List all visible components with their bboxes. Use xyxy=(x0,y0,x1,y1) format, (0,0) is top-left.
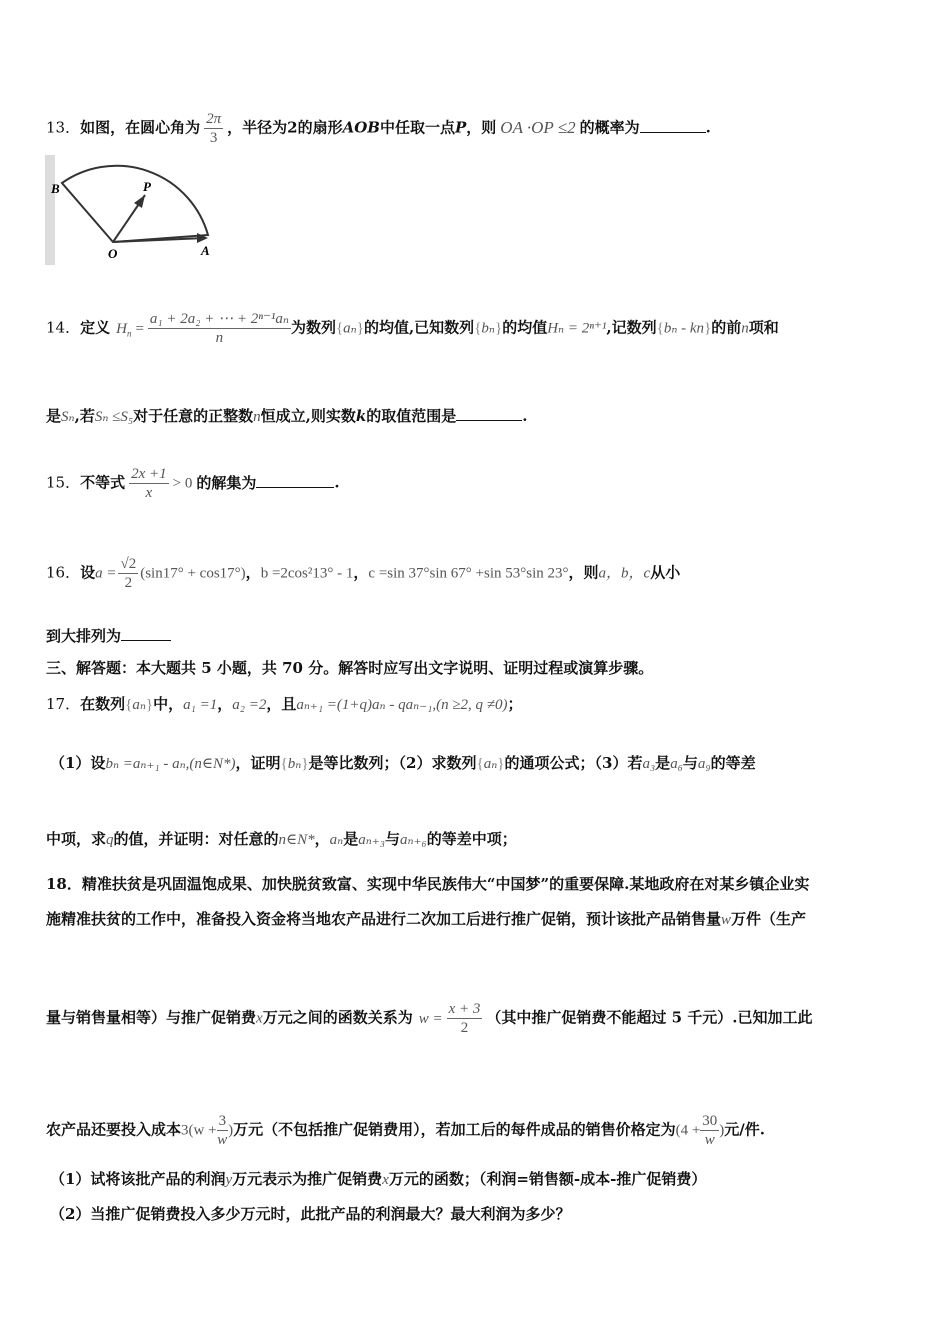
q16-c-expr: c =sin 37°sin 67° +sin 53°sin 23° xyxy=(368,565,569,582)
q18-w-fraction: $\frac{x + 3}{2}$ xyxy=(448,1001,481,1036)
q14-text: 是 xyxy=(46,407,62,425)
q14-var-k: k xyxy=(355,407,367,425)
q18-text: 元/件. xyxy=(724,1120,765,1139)
q13-label-b: B xyxy=(51,181,60,196)
q18-line4 xyxy=(46,1112,765,1149)
q14-line1: 14．定义 $H_n$ = $\frac{\text{a₁ + 2a₂ + ⋯ + 2ⁿ⁻¹aₙ}}{n}$ 为数列{aₙ}的均值,已知数列{bₙ}的均值Hₙ = 2ⁿ⁺¹,记数列{bₙ - kn}的前n项和 xyxy=(46,311,779,346)
q13-number: 13． xyxy=(46,118,81,137)
q17-text: 是 xyxy=(655,754,671,772)
q15-text: 的解集为 xyxy=(196,473,257,492)
q17-text: （1）设 xyxy=(50,754,106,772)
q13-angle-fraction: $\frac{2\pi}{3}$ xyxy=(206,111,222,146)
q17-bn-def: bₙ =aₙ₊₁ - aₙ,(n∈N*) xyxy=(105,756,236,772)
q17-text: 的等差中项； xyxy=(426,830,517,848)
q16-line2 xyxy=(46,628,171,644)
q14-seq-b: bₙ xyxy=(481,320,495,337)
q14-var-n: n xyxy=(253,409,261,425)
q18-line2 xyxy=(46,912,806,928)
q16-vars: a，b，c xyxy=(598,565,651,582)
q14-text: 为数列 xyxy=(290,318,336,337)
q14-line2: 是Sₙ,若Sₙ ≤S₅对于任意的正整数n恒成立,则实数k的取值范围是 . xyxy=(46,407,528,425)
q17-bn: bₙ xyxy=(287,756,302,772)
q16-text: ，则 xyxy=(568,563,599,582)
q18-text: （其中推广促销费不能超过 5 千元）.已知加工此 xyxy=(486,1008,813,1027)
q14-text: ,若 xyxy=(74,407,95,425)
q17-a9: a₉ xyxy=(697,756,711,772)
q17-text: 中项，求 xyxy=(46,830,107,848)
q18-var-x: x xyxy=(382,1172,389,1188)
q18-var-y: y xyxy=(225,1172,233,1188)
q18-text: 万元的函数；（利润=销售额-成本-推广促销费） xyxy=(388,1170,707,1188)
q18-line3 xyxy=(46,1000,812,1037)
q18-price-pre: (4 + xyxy=(675,1122,701,1139)
q16-a-expr: a = xyxy=(95,565,117,582)
q16-sqrt-fraction: $\frac{√2}{2}$ xyxy=(120,556,137,591)
q17-line1: 17．在数列{aₙ}中，a₁ =1，a₂ =2，且aₙ₊₁ =(1+q)aₙ - qaₙ₋₁,(n ≥2, q ≠0)； xyxy=(46,695,523,713)
q13-label-o: O xyxy=(108,246,118,261)
q17-a2: a₂ =2 xyxy=(232,697,267,713)
q16-answer-blank xyxy=(121,628,171,641)
q14-text: 定义 xyxy=(80,318,111,337)
q15-answer-blank xyxy=(256,475,334,488)
q17-text: ，证明 xyxy=(235,754,281,772)
q17-number: 17． xyxy=(46,695,81,713)
q17-seq: aₙ xyxy=(132,697,146,713)
q17-line3 xyxy=(46,832,517,848)
q17-an3: aₙ₊₃ xyxy=(358,832,385,848)
q17-an6: aₙ₊₆ xyxy=(400,832,427,848)
q17-text: 是等比数列；（2）求数列 xyxy=(308,754,477,772)
section3-title: 三、解答题：本大题共 5 小题，共 70 分。解答时应写出文字说明、证明过程或演算步骤。 xyxy=(46,659,654,677)
q18-w-lhs: w = xyxy=(418,1010,443,1027)
q15-rhs: > 0 xyxy=(172,475,193,492)
q17-seq: aₙ xyxy=(483,756,498,772)
q18-line1: 18．精准扶贫是巩固温饱成果、加快脱贫致富、实现中华民族伟大“中国梦”的重要保障.某地政府在对某乡镇企业实 xyxy=(46,875,810,893)
q14-text: 的前 xyxy=(711,318,742,337)
q18-cost-fraction: $\frac{3}{w}$ xyxy=(217,1113,228,1148)
q13-sector-figure xyxy=(45,155,220,267)
q15-line: 15．不等式 $\frac{2x +1}{x}$ > 0 的解集为 . xyxy=(46,466,340,501)
q18-text: 万元（不包括推广促销费用），若加工后的每件成品的销售价格定为 xyxy=(233,1120,676,1139)
q13-condition: OA ·OP ≤2 xyxy=(500,117,576,137)
q13-text: 中任取一点 xyxy=(379,118,455,137)
q17-an: aₙ xyxy=(329,832,344,848)
q17-n-in-n: n∈N* xyxy=(278,832,315,848)
q18-text: 农产品还要投入成本 xyxy=(46,1120,182,1139)
q18-var-w: w xyxy=(721,912,732,928)
q17-text: 的等差 xyxy=(710,754,756,772)
q17-a3: a₃ xyxy=(642,756,656,772)
q16-a-paren: (sin17° + cos17°) xyxy=(140,565,246,582)
q18-text: 施精准扶贫的工作中，准备投入资金将当地农产品进行二次加工后进行推广促销，预计该批产品销售量 xyxy=(46,910,722,928)
q17-text: 与 xyxy=(384,830,400,848)
q14-seq-a: aₙ xyxy=(343,320,357,337)
q14-number: 14． xyxy=(46,318,81,337)
q18-part2: （2）当推广促销费投入多少万元时，此批产品的利润最大？最大利润为多少？ xyxy=(50,1205,571,1223)
q18-cost-pre: 3(w + xyxy=(181,1122,217,1139)
q16-text: 从小 xyxy=(650,563,681,582)
q18-text: 万元表示为推广促销费 xyxy=(232,1170,383,1188)
q14-text: 对于任意的正整数 xyxy=(133,407,254,425)
q13-label-p: P xyxy=(143,179,151,194)
q13-line: 13．如图，在圆心角为 $\frac{2\pi}{3}$ ，半径为2的扇形AOB中任取一点P，则 OA ·OP ≤2 的概率为 . xyxy=(46,111,711,146)
q13-text: 的扇形 xyxy=(297,118,343,137)
q14-hn-value: Hₙ = 2ⁿ⁺¹ xyxy=(547,320,607,337)
q17-text: 中， xyxy=(153,695,184,713)
q14-text: ,记数列 xyxy=(606,318,657,337)
q17-a6: a₆ xyxy=(670,756,683,772)
q16-text: 到大排列为 xyxy=(46,627,122,645)
q17-text: ， xyxy=(314,830,330,848)
q14-text: 的均值,已知数列 xyxy=(363,318,475,337)
q17-q: q xyxy=(106,832,114,848)
q18-part1 xyxy=(50,1172,706,1188)
q13-text: 如图，在圆心角为 xyxy=(80,118,201,137)
q17-text: ； xyxy=(507,695,523,713)
q17-a1: a₁ =1 xyxy=(183,697,218,713)
q13-text: ，半径为 xyxy=(227,118,288,137)
q14-text: 的均值 xyxy=(502,318,548,337)
q18-text: 万元之间的函数关系为 xyxy=(262,1008,413,1027)
q15-fraction: $\frac{2x +1}{x}$ xyxy=(131,466,167,501)
q18-cost-post: ) xyxy=(228,1122,234,1139)
q13-radius: 2 xyxy=(287,118,298,137)
q17-text: 与 xyxy=(682,754,698,772)
q18-price-post: ) xyxy=(719,1122,725,1139)
q17-text: 的值，并证明：对任意的 xyxy=(113,830,279,848)
q17-text: 的通项公式；（3）若 xyxy=(504,754,643,772)
q16-b-expr: b =2cos²13° - 1 xyxy=(260,565,354,582)
q18-var-x: x xyxy=(256,1010,263,1027)
q17-text: ，且 xyxy=(266,695,297,713)
q16-line1: 16．设a = $\frac{√2}{2}$ (sin17° + cos17°)，b =2cos²13° - 1，c =sin 37°sin 67° +sin 53°sin 23°，则a，b，c从小 xyxy=(46,556,681,591)
q13-sector-name: AOB xyxy=(342,118,380,137)
q13-text: 的概率为 xyxy=(579,118,640,137)
q18-text: 量与销售量相等）与推广促销费 xyxy=(46,1008,257,1027)
q17-text: 在数列 xyxy=(80,695,126,713)
q17-line2: （1）设bₙ =aₙ₊₁ - aₙ,(n∈N*)，证明{bₙ}是等比数列；（2）求数列{aₙ}的通项公式；（3）若a₃是a₆与a₉的等差 xyxy=(50,754,756,772)
q13-text: ，则 xyxy=(466,118,497,137)
q16-number: 16． xyxy=(46,563,81,582)
q17-text: 是 xyxy=(343,830,359,848)
q13-answer-blank xyxy=(640,120,706,133)
q17-recurrence: aₙ₊₁ =(1+q)aₙ - qaₙ₋₁,(n ≥2, q ≠0) xyxy=(296,697,508,713)
q13-point-name: P xyxy=(455,118,467,137)
q14-inequality: Sₙ ≤S₅ xyxy=(94,409,134,425)
q15-text: 不等式 xyxy=(80,473,126,492)
q14-answer-blank xyxy=(456,408,522,421)
q13-label-a: A xyxy=(201,243,210,258)
q14-text: 项和 xyxy=(748,318,779,337)
q14-text: 的取值范围是 xyxy=(366,407,457,425)
q14-def-fraction: $\frac{\text{a₁ + 2a₂ + ⋯ + 2ⁿ⁻¹aₙ}}{n}$ xyxy=(149,311,289,346)
q16-text: 设 xyxy=(80,563,96,582)
q15-number: 15． xyxy=(46,473,81,492)
q14-text: 恒成立,则实数 xyxy=(260,407,356,425)
q18-text: （1）试将该批产品的利润 xyxy=(50,1170,226,1188)
q18-text: 万件（生产 xyxy=(731,910,807,928)
q14-sn: Sₙ xyxy=(61,409,75,425)
q18-price-fraction: $\frac{30}{w}$ xyxy=(702,1113,718,1148)
q14-def-lhs: H xyxy=(116,320,127,337)
q14-var-n: n xyxy=(741,320,749,337)
q14-seq-c: bₙ - kn xyxy=(663,320,705,337)
